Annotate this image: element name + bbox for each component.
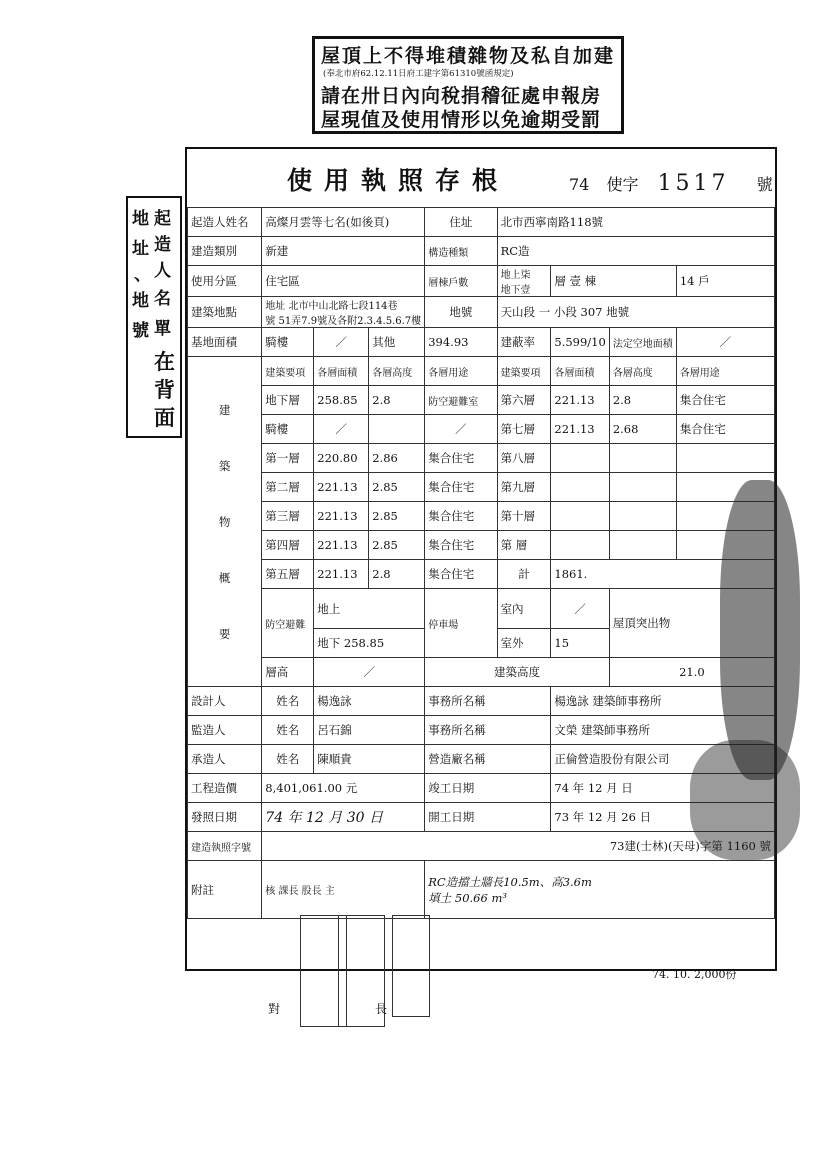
permit-suffix: 號 <box>756 175 773 194</box>
households: 14 戶 <box>676 266 774 297</box>
cost-row <box>188 774 775 803</box>
floor-row: 地下層 258.85 2.8 防空避難室 第六層 221.13 2.8 集合住宅 <box>188 386 775 415</box>
start-value: 73 年 12 月 26 日 <box>551 803 775 832</box>
site-value: 地址 北市中山北路七段114巷 號 51弄7.9號及各附2.3.4.5.6.7樓 <box>262 297 425 328</box>
site-label: 建築地點 <box>188 297 262 328</box>
floor-row: 騎樓 ／ ／ 第七層 221.13 2.68 集合住宅 <box>188 415 775 444</box>
permit-row <box>188 832 775 861</box>
seal-caption: 長 <box>375 1002 388 1016</box>
notice-line-2: (奉北市府62.12.11日府工建字第61310號函規定) <box>323 69 514 79</box>
contractor-label: 承造人 <box>188 745 262 774</box>
ink-blot <box>720 480 800 780</box>
side-char: 單 <box>154 319 171 339</box>
shelter-down: 地下 258.85 <box>314 629 425 658</box>
form-title: 使用執照存根 <box>287 166 510 195</box>
zone-value: 住宅區 <box>262 266 425 297</box>
cost-value: 8,401,061.00 元 <box>262 774 425 803</box>
type-label: 建造類別 <box>188 237 262 266</box>
name-label: 姓名 <box>262 687 314 716</box>
note-label: 附註 <box>188 861 262 919</box>
note-value: RC造擋土牆長10.5m、高3.6m 填土 50.66 m³ <box>425 861 775 919</box>
attic-value: ／ <box>314 328 369 357</box>
ink-blot <box>690 740 800 860</box>
owner-value: 高燦月雲等七名(如後頁) <box>262 208 425 237</box>
supervisor-row <box>188 716 775 745</box>
side-char: 址 <box>132 239 149 259</box>
contractor-office: 正倫營造股份有限公司 <box>551 745 775 774</box>
permit-form <box>185 147 777 971</box>
designer-label: 設計人 <box>188 687 262 716</box>
col-use: 各層用途 <box>676 357 774 386</box>
type-value: 新建 <box>262 237 425 266</box>
name-label: 姓名 <box>262 716 314 745</box>
col-use: 各層用途 <box>425 357 497 386</box>
floor-row: 第一層 220.80 2.86 集合住宅 第八層 <box>188 444 775 473</box>
designer-office: 楊逸詠 建築師事務所 <box>551 687 775 716</box>
cover-label: 建蔽率 <box>497 328 551 357</box>
seal-caption: 對 <box>268 1002 281 1016</box>
col-floor: 建築要項 <box>262 357 314 386</box>
side-char: 號 <box>132 321 149 341</box>
side-char: 在 <box>154 349 175 374</box>
lot-label: 地號 <box>425 297 497 328</box>
side-char: 、 <box>134 265 151 285</box>
done-label: 竣工日期 <box>425 774 551 803</box>
print-note: 74. 10. 2,000份 <box>652 968 737 981</box>
permit-no: 1517 <box>657 171 730 196</box>
supervisor-name: 呂石錦 <box>314 716 425 745</box>
height-row <box>188 658 775 687</box>
designer-row <box>188 687 775 716</box>
shelter-up: 地上 <box>314 589 425 629</box>
contractor-row <box>188 745 775 774</box>
floor-row: 第二層 221.13 2.85 集合住宅 第九層 <box>188 473 775 502</box>
permit-word: 使字 <box>606 175 639 194</box>
permit-label: 建造執照字號 <box>188 832 262 861</box>
approval-seal <box>392 915 430 1017</box>
struct-label: 構造種類 <box>425 237 497 266</box>
addr-value: 北市西寧南路118號 <box>497 208 774 237</box>
notice-line-1: 屋頂上不得堆積雜物及私自加建 <box>321 45 616 67</box>
supervisor-label: 監造人 <box>188 716 262 745</box>
area-label: 基地面積 <box>188 328 262 357</box>
col-area: 各層面積 <box>551 357 609 386</box>
col-height: 各層高度 <box>609 357 676 386</box>
start-label: 開工日期 <box>425 803 551 832</box>
floors-updown: 地上柒 地下壹 <box>497 266 551 297</box>
col-height: 各層高度 <box>369 357 425 386</box>
permit-year: 74 <box>569 175 590 194</box>
struct-value: RC造 <box>497 237 774 266</box>
building-side-label: 建 築 物 概 要 <box>188 357 262 687</box>
park-in-label: 室內 <box>497 589 551 629</box>
park-out-label: 室外 <box>497 629 551 658</box>
park-out-value: 15 <box>551 629 609 658</box>
other-label: 其他 <box>369 328 425 357</box>
side-char: 背 <box>154 377 175 402</box>
attic-label: 騎樓 <box>262 328 314 357</box>
issue-value: 74 年 12 月 30 日 <box>262 803 425 832</box>
other-value: 394.93 <box>425 328 497 357</box>
parking-label: 停車場 <box>425 589 497 658</box>
office-label: 事務所名稱 <box>425 716 551 745</box>
owner-label: 起造人姓名 <box>188 208 262 237</box>
park-in-value: ／ <box>551 589 609 629</box>
name-label: 姓名 <box>262 745 314 774</box>
floor-row: 第五層 221.13 2.8 集合住宅 計 1861. <box>188 560 775 589</box>
side-stamp <box>126 196 182 438</box>
issue-row <box>188 803 775 832</box>
permit-number <box>569 171 773 196</box>
col-area: 各層面積 <box>314 357 369 386</box>
lot-value: 天山段 一 小段 307 地號 <box>497 297 774 328</box>
issue-label: 發照日期 <box>188 803 262 832</box>
side-char: 人 <box>154 261 171 281</box>
notice-stamp <box>312 36 624 134</box>
height-value: ／ <box>314 658 425 687</box>
note-row <box>188 861 775 919</box>
open-label: 法定空地面積 <box>609 328 676 357</box>
addr-label: 住址 <box>425 208 497 237</box>
col-floor: 建築要項 <box>497 357 551 386</box>
shelter-row <box>188 589 775 629</box>
side-char: 造 <box>154 235 171 255</box>
cover-value: 5.599/10 <box>551 328 609 357</box>
bheight-value: 21.0 <box>609 658 774 687</box>
side-char: 地 <box>132 291 149 311</box>
office-label: 事務所名稱 <box>425 687 551 716</box>
permit-value: 73建(士林)(天母)字第 1160 號 <box>262 832 775 861</box>
zone-label: 使用分區 <box>188 266 262 297</box>
notice-line-3: 請在卅日內向稅捐稽征處申報房 <box>321 85 602 107</box>
contractor-name: 陳順貴 <box>314 745 425 774</box>
seal-area: 核 課長 股長 主 <box>262 861 425 919</box>
done-value: 74 年 12 月 日 <box>551 774 775 803</box>
bheight-label: 建築高度 <box>425 658 610 687</box>
shelter-label: 防空避難 <box>262 589 314 658</box>
designer-name: 楊逸詠 <box>314 687 425 716</box>
cost-label: 工程造價 <box>188 774 262 803</box>
side-char: 起 <box>154 209 171 229</box>
floor-row: 第四層 221.13 2.85 集合住宅 第 層 <box>188 531 775 560</box>
factory-label: 營造廠名稱 <box>425 745 551 774</box>
floors-mid: 層 壹 棟 <box>551 266 676 297</box>
side-char: 地 <box>132 209 149 229</box>
form-table <box>187 207 775 919</box>
floors-label: 層棟戶數 <box>425 266 497 297</box>
supervisor-office: 文榮 建築師事務所 <box>551 716 775 745</box>
height-label: 層高 <box>262 658 314 687</box>
roof-label: 屋頂突出物 <box>609 589 774 658</box>
open-value: ／ <box>676 328 774 357</box>
side-char: 面 <box>154 405 175 430</box>
side-char: 名 <box>154 289 171 309</box>
notice-line-4: 屋現值及使用情形以免逾期受罰 <box>321 109 602 131</box>
floor-row: 第三層 221.13 2.85 集合住宅 第十層 <box>188 502 775 531</box>
